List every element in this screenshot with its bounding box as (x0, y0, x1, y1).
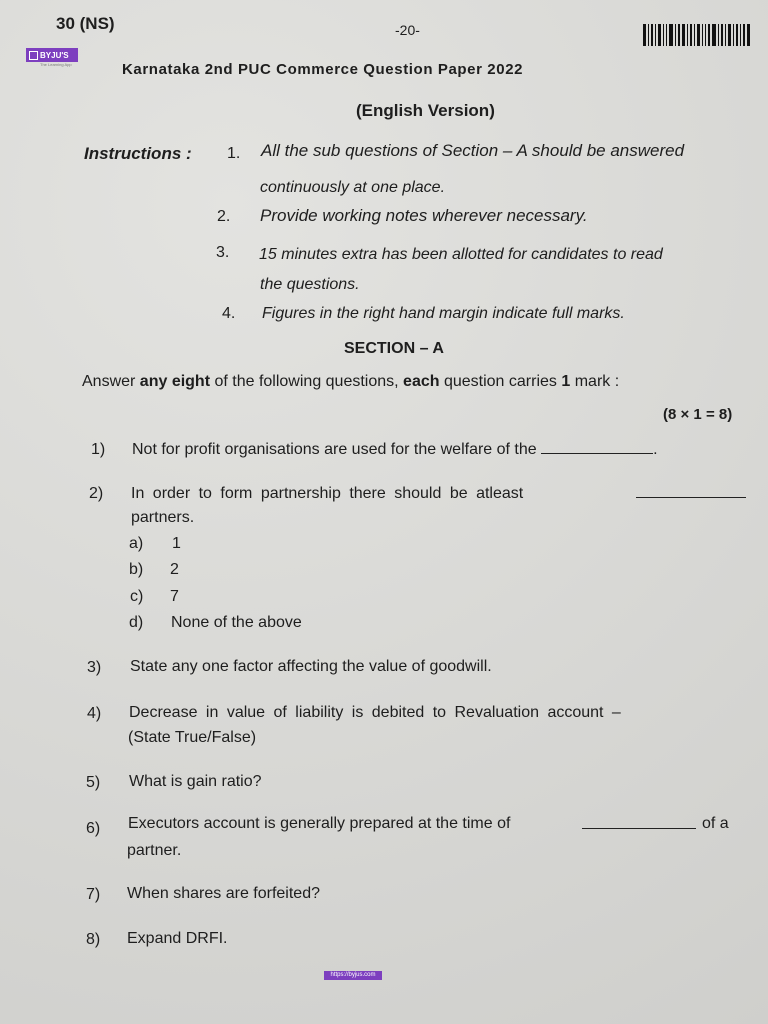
option-b-label: b) (129, 561, 144, 578)
instruction-4-number: 4. (222, 305, 236, 322)
question-1-number: 1) (91, 441, 106, 458)
question-1-body: Not for profit organisations are used for the welfare of the (132, 441, 537, 458)
page-number: -20- (395, 22, 420, 38)
question-7-number: 7) (86, 886, 101, 903)
option-d-text: None of the above (171, 614, 302, 631)
question-2-line2: partners. (131, 509, 195, 526)
answer-text-2: of the following questions, (210, 373, 404, 390)
answer-text-3: question carries (439, 373, 562, 390)
question-1-text (132, 441, 658, 459)
question-6-number: 6) (86, 820, 101, 837)
question-5-number: 5) (86, 774, 101, 791)
question-2-number: 2) (89, 485, 104, 502)
question-3-text: State any one factor affecting the value of goodwill. (130, 658, 492, 675)
instruction-3-line1: 15 minutes extra has been allotted for candidates to read (259, 246, 663, 263)
instruction-1-line2: continuously at one place. (260, 179, 446, 196)
paper-title: Karnataka 2nd PUC Commerce Question Paper 2022 (122, 61, 524, 78)
section-heading: SECTION – A (344, 340, 444, 357)
answer-instruction (82, 373, 619, 391)
instruction-3-number: 3. (216, 244, 230, 261)
question-1-end: . (653, 441, 658, 458)
question-8-text: Expand DRFI. (127, 930, 228, 947)
question-8-number: 8) (86, 931, 101, 948)
question-6-line1-end: of a (702, 815, 729, 832)
logo-tagline: The Learning App (40, 62, 72, 67)
question-6-line1: Executors account is generally prepared at the time of (128, 815, 511, 832)
option-c-label: c) (130, 588, 144, 605)
paper-code: 30 (NS) (56, 14, 115, 33)
answer-bold-1: any eight (139, 373, 211, 390)
option-d-label: d) (129, 614, 144, 631)
question-5-text: What is gain ratio? (129, 773, 262, 790)
option-b-text: 2 (170, 561, 179, 578)
question-1-blank (541, 453, 653, 454)
instruction-1-number: 1. (227, 145, 241, 162)
version-label: (English Version) (356, 101, 495, 120)
question-2-line1: In order to form partnership there should be atleast (131, 485, 524, 502)
instruction-3-line2: the questions. (260, 276, 360, 293)
footer-url[interactable]: https://byjus.com (324, 971, 382, 980)
instruction-2-line1: Provide working notes wherever necessary. (260, 206, 588, 225)
answer-text-1: Answer (82, 373, 140, 390)
instruction-2-number: 2. (217, 208, 231, 225)
instructions-label: Instructions : (84, 144, 192, 163)
question-6-blank (582, 828, 696, 829)
answer-text-4: mark : (570, 373, 620, 390)
question-4-line2: (State True/False) (128, 729, 257, 746)
option-a-text: 1 (172, 535, 181, 552)
question-2-blank (636, 497, 746, 498)
option-c-text: 7 (170, 588, 179, 605)
barcode (643, 24, 755, 46)
question-6-line2: partner. (127, 842, 182, 859)
byjus-logo (26, 48, 78, 62)
instruction-1-line1: All the sub questions of Section – A should be answered (261, 141, 685, 160)
section-marks: (8 × 1 = 8) (663, 406, 733, 423)
question-7-text: When shares are forfeited? (127, 885, 320, 902)
logo-text: BYJU'S (40, 50, 69, 60)
answer-bold-2: each (403, 373, 440, 390)
question-4-number: 4) (87, 705, 102, 722)
question-3-number: 3) (87, 659, 102, 676)
instruction-4-line1: Figures in the right hand margin indicate full marks. (262, 305, 625, 322)
answer-bold-3: 1 (561, 373, 571, 390)
question-4-line1: Decrease in value of liability is debited to Revaluation account – (129, 704, 621, 721)
option-a-label: a) (129, 535, 144, 552)
logo-mark-icon (29, 51, 38, 60)
